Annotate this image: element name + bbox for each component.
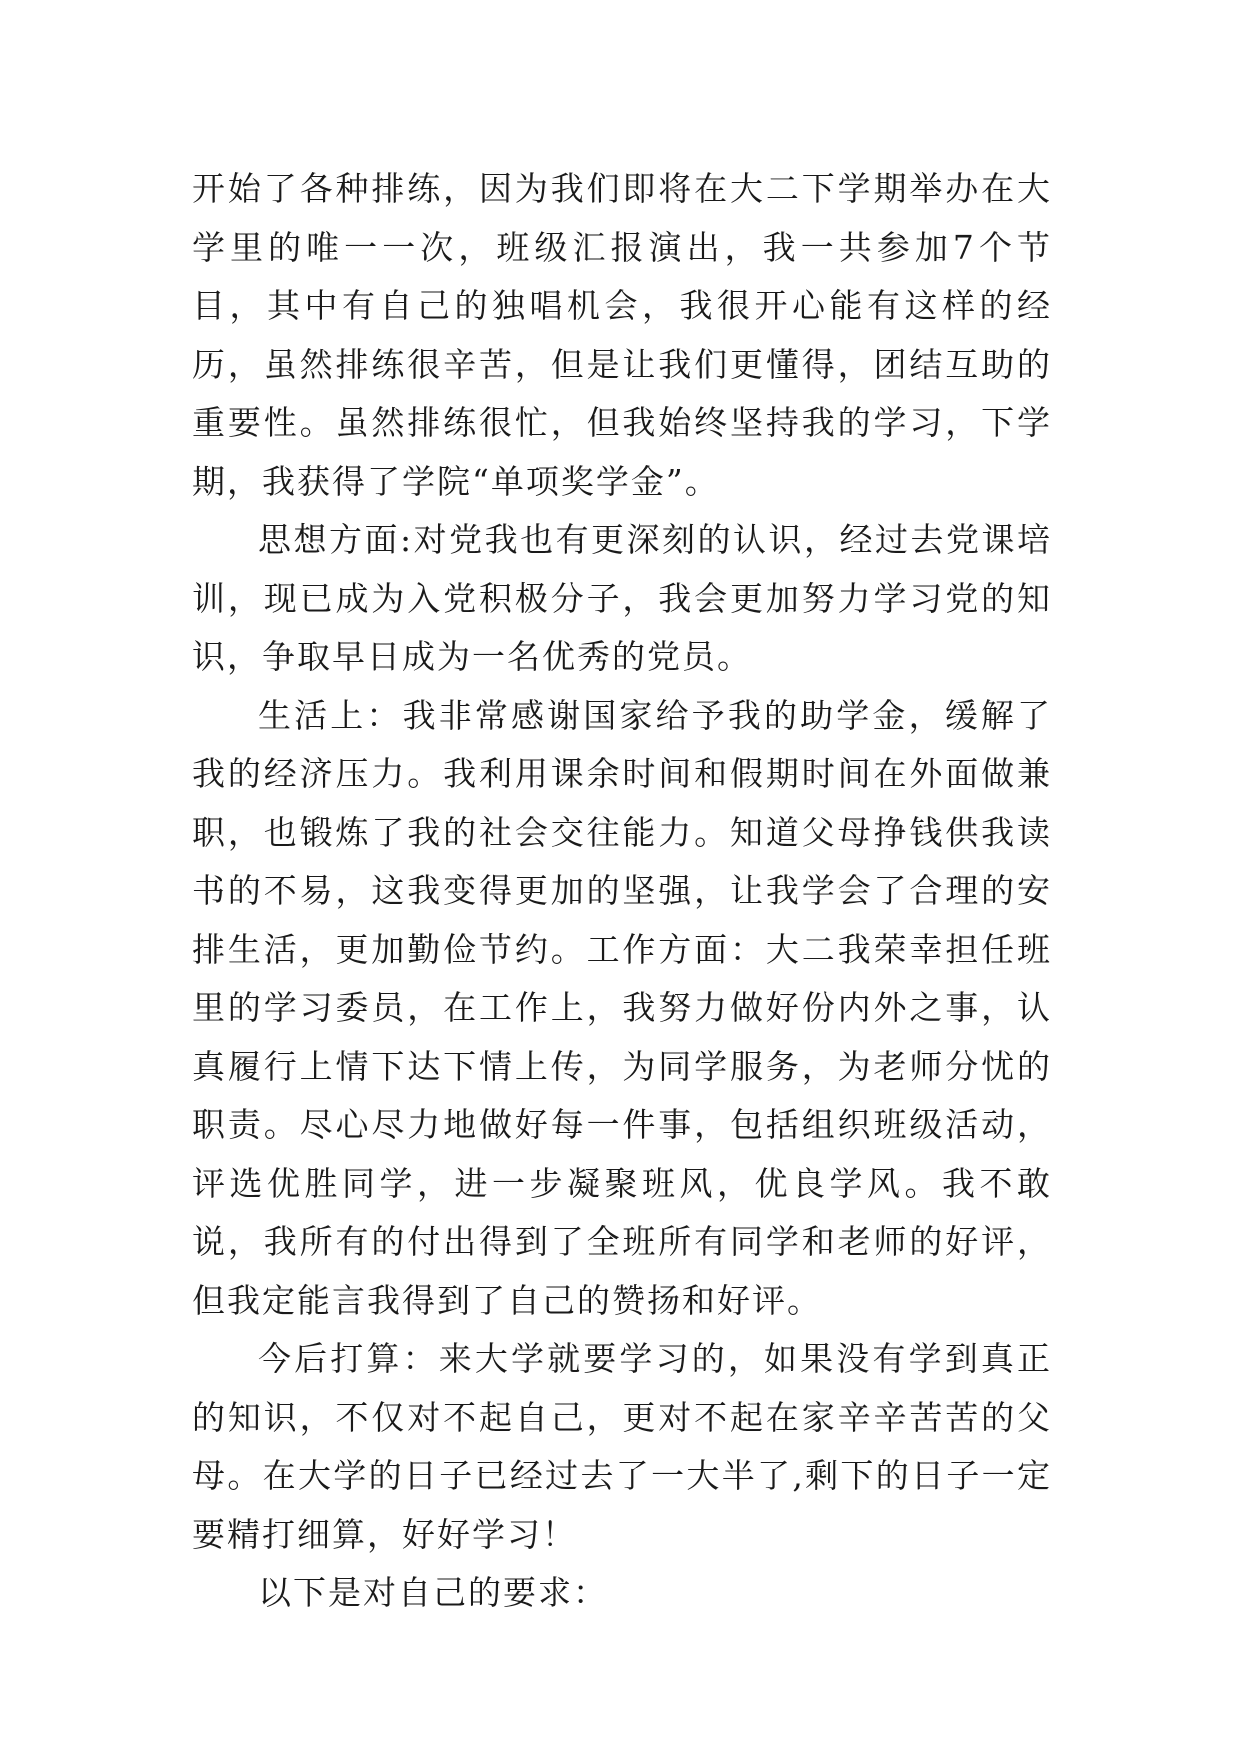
paragraph-self-requirements: 以下是对自己的要求： <box>258 1573 608 1612</box>
paragraph-ideology: 思想方面:对党我也有更深刻的认识，经过去党课培训，现已成为入党积极分子，我会更加努力学习党的知识，争取早日成为一名优秀的党员。 <box>192 520 1052 676</box>
document-body <box>192 160 1052 1623</box>
paragraph-future-plans: 今后打算：来大学就要学习的，如果没有学到真正的知识，不仅对不起自己，更对不起在家辛辛苦苦的父母。在大学的日子已经过去了一大半了,剩下的日子一定要精打细算，好好学习！ <box>192 1339 1052 1554</box>
paragraph-rehearsal: 开始了各种排练，因为我们即将在大二下学期举办在大学里的唯一一次，班级汇报演出，我一共参加7个节目，其中有自己的独唱机会，我很开心能有这样的经历，虽然排练很辛苦，但是让我们更懂得，团结互助的重要性。虽然排练很忙，但我始终坚持我的学习，下学期，我获得了学院“单项奖学金”。 <box>192 169 1052 501</box>
paragraph-life-and-work: 生活上：我非常感谢国家给予我的助学金，缓解了我的经济压力。我利用课余时间和假期时间在外面做兼职，也锻炼了我的社会交往能力。知道父母挣钱供我读书的不易，这我变得更加的坚强，让我学会了合理的安排生活，更加勤俭节约。工作方面：大二我荣幸担任班里的学习委员，在工作上，我努力做好份内外之事，认真履行上情下达下情上传，为同学服务，为老师分忧的职责。尽心尽力地做好每一件事，包括组织班级活动，评选优胜同学，进一步凝聚班风，优良学风。我不敢说，我所有的付出得到了全班所有同学和老师的好评，但我定能言我得到了自己的赞扬和好评。 <box>192 695 1052 1320</box>
